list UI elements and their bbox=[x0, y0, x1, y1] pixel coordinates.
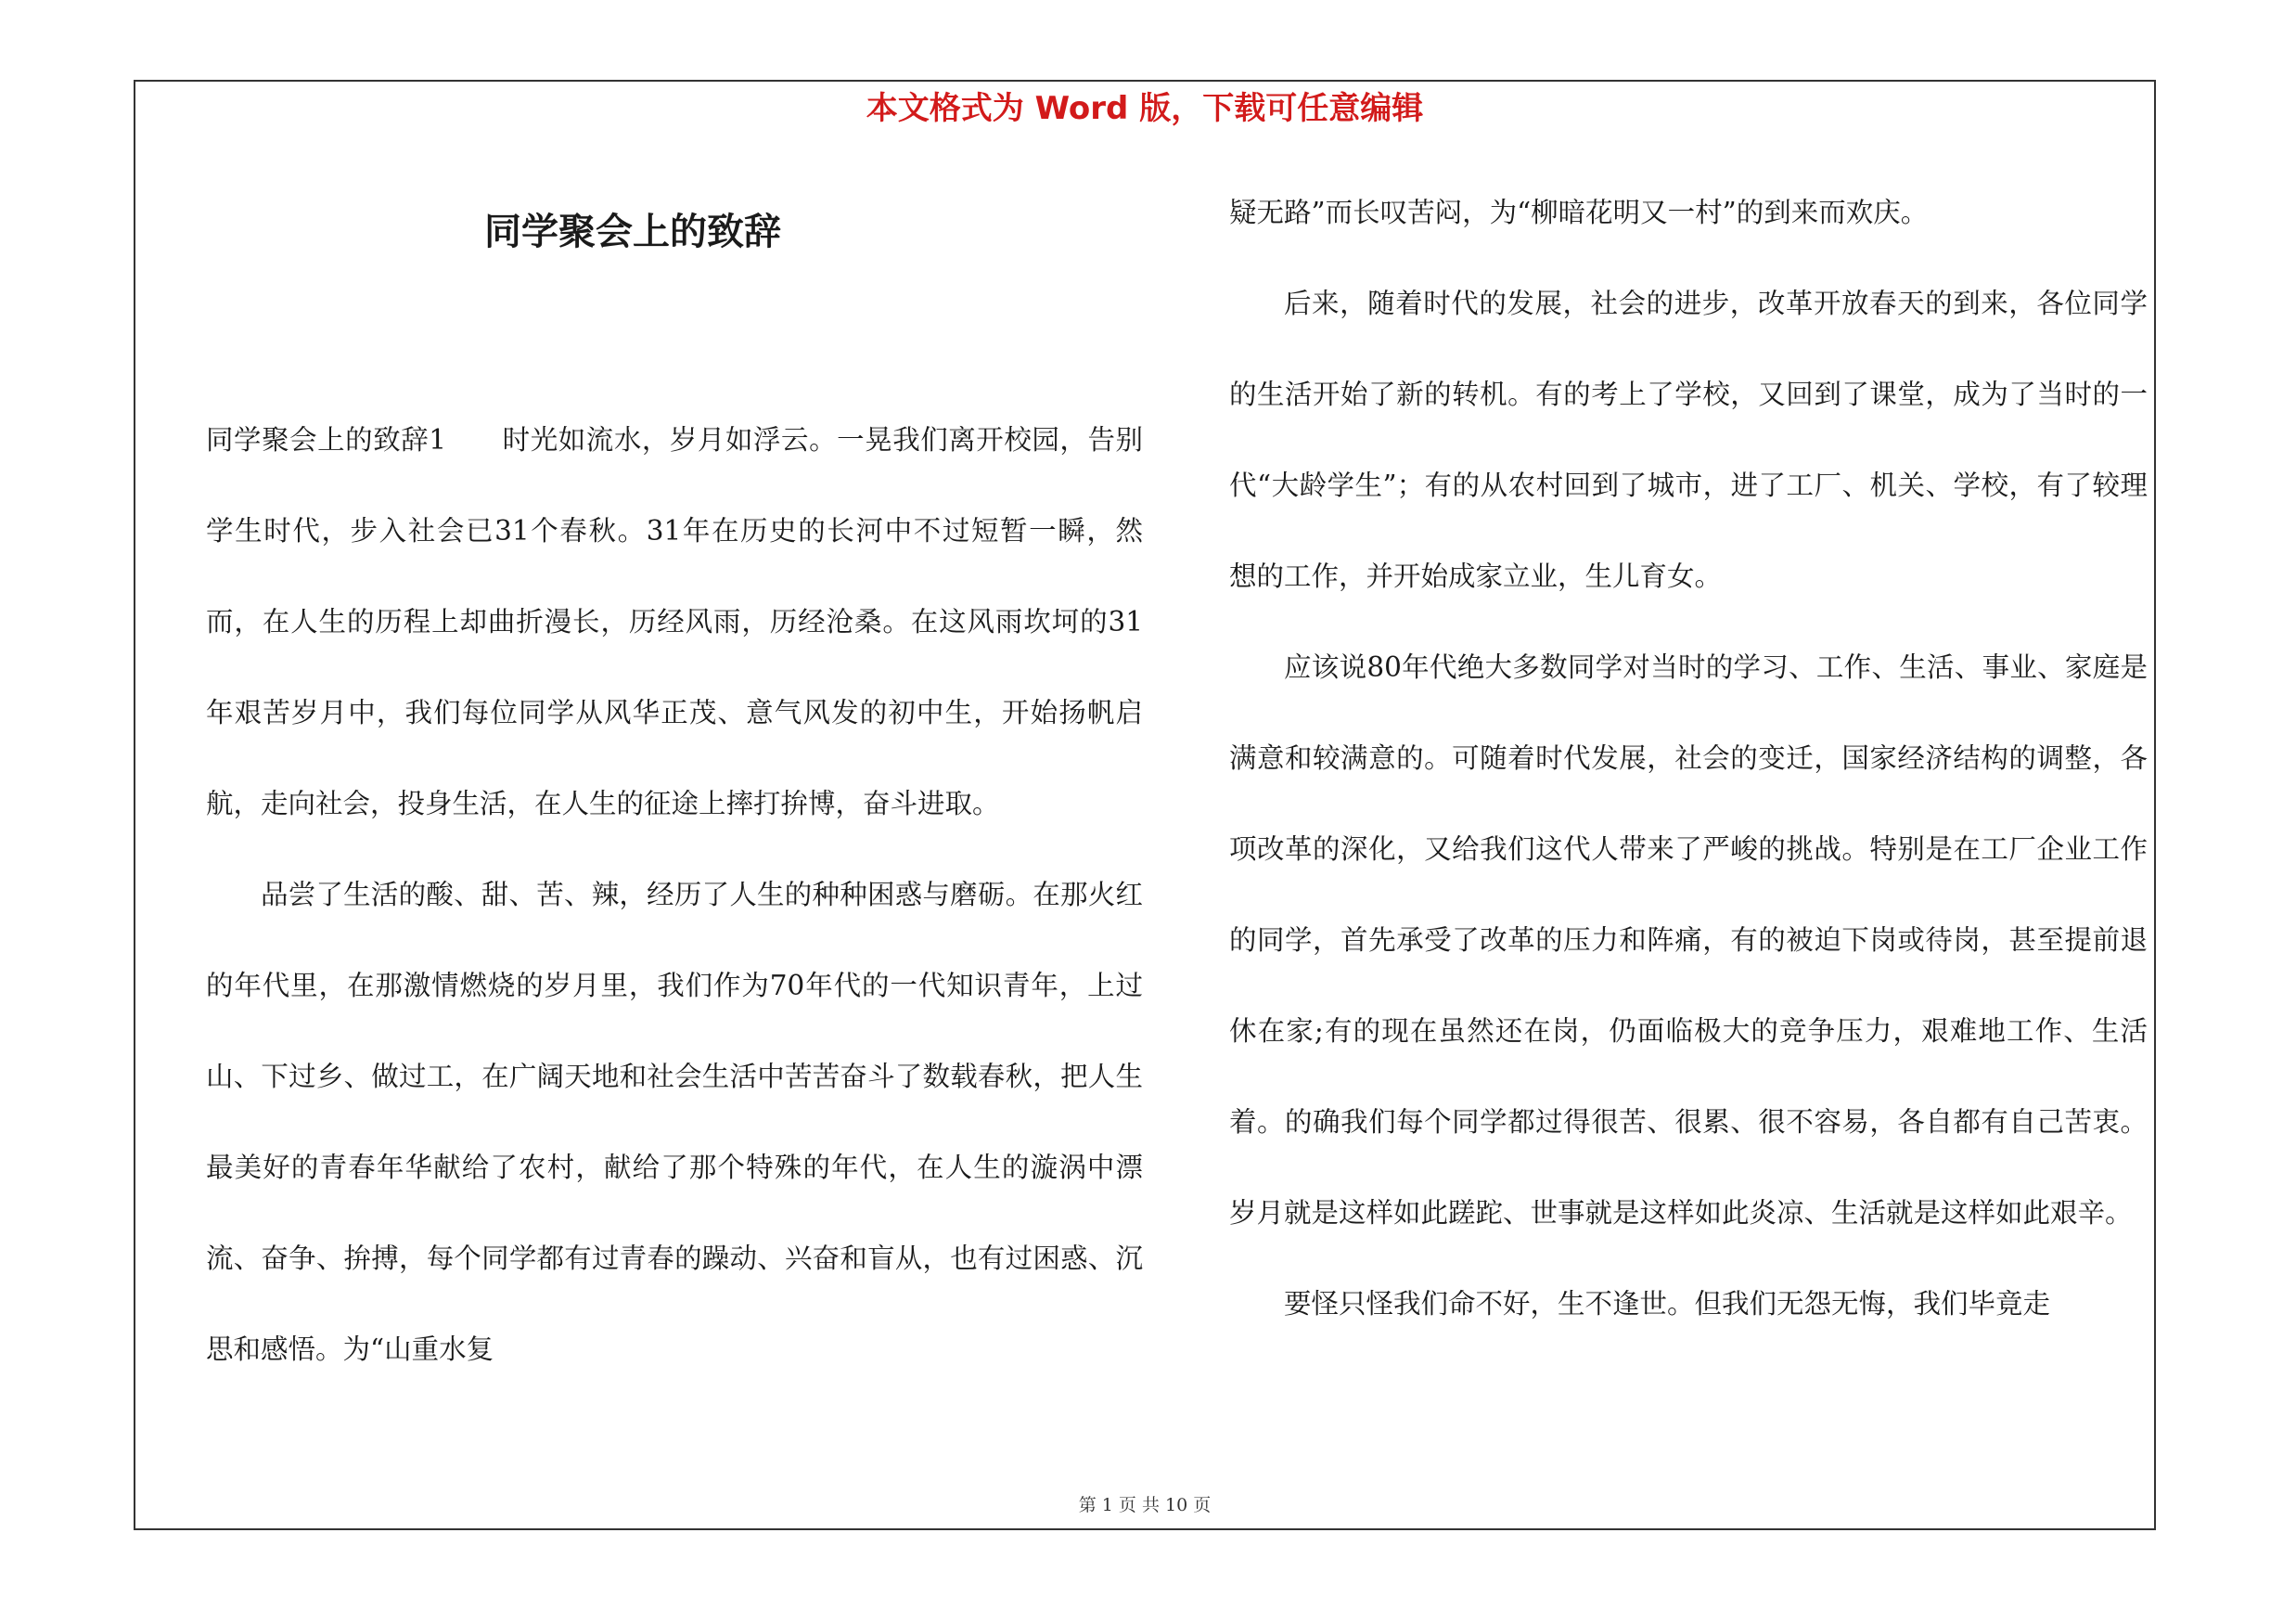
paragraph-1: 同学聚会上的致辞1 时光如流水，岁月如浮云。一晃我们离开校园，告别学生时代，步入社会已31个春秋。31年在历史的长河中不过短暂一瞬，然而，在人生的历程上却曲折漫长，历经风雨，历经沧桑。在这风雨坎坷的31年艰苦岁月中，我们每位同学从风华正茂、意气风发的初中生，开始扬帆启航，走向社会，投身生活，在人生的征途上摔打拚博，奋斗进取。 bbox=[206, 424, 1143, 819]
paragraph-5: 要怪只怪我们命不好，生不逢世。但我们无怨无悔，我们毕竟走 bbox=[1284, 1288, 2051, 1320]
page-number: 第 1 页 共 10 页 bbox=[1078, 1495, 1212, 1515]
left-text-column bbox=[206, 394, 1143, 1395]
paragraph-4: 应该说80年代绝大多数同学对当时的学习、工作、生活、事业、家庭是满意和较满意的。可随着时代发展，社会的变迁，国家经济结构的调整，各项改革的深化，又给我们这代人带来了严峻的挑战。特别是在工厂企业工作的同学，首先承受了改革的压力和阵痛，有的被迫下岗或待岗，甚至提前退休在家;有的现在虽然还在岗，仍面临极大的竞争压力，艰难地工作、生活着。的确我们每个同学都过得很苦、很累、很不容易，各自都有自己苦衷。岁月就是这样如此蹉跎、世事就是这样如此炎凉、生活就是这样如此艰辛。 bbox=[1229, 651, 2148, 1229]
paragraph-3: 后来，随着时代的发展，社会的进步，改革开放春天的到来，各位同学的生活开始了新的转机。有的考上了学校，又回到了课堂，成为了当时的一代“大龄学生”；有的从农村回到了城市，进了工厂、机关、学校，有了较理想的工作，并开始成家立业，生儿育女。 bbox=[1229, 288, 2148, 592]
right-text-column bbox=[1229, 167, 2148, 1349]
paragraph-2: 品尝了生活的酸、甜、苦、辣，经历了人生的种种困惑与磨砺。在那火红的年代里，在那激情燃烧的岁月里，我们作为70年代的一代知识青年，上过山、下过乡、做过工，在广阔天地和社会生活中苦苦奋斗了数载春秋，把人生最美好的青春年华献给了农村，献给了那个特殊的年代，在人生的漩涡中漂流、奋争、拚搏，每个同学都有过青春的躁动、兴奋和盲从，也有过困惑、沉思和感悟。为“山重水复 bbox=[206, 879, 1143, 1365]
format-notice-banner: 本文格式为 Word 版，下载可任意编辑 bbox=[866, 90, 1424, 127]
document-title: 同学聚会上的致辞 bbox=[484, 211, 781, 253]
paragraph-2-continued: 疑无路”而长叹苦闷，为“柳暗花明又一村”的到来而欢庆。 bbox=[1229, 197, 1929, 228]
